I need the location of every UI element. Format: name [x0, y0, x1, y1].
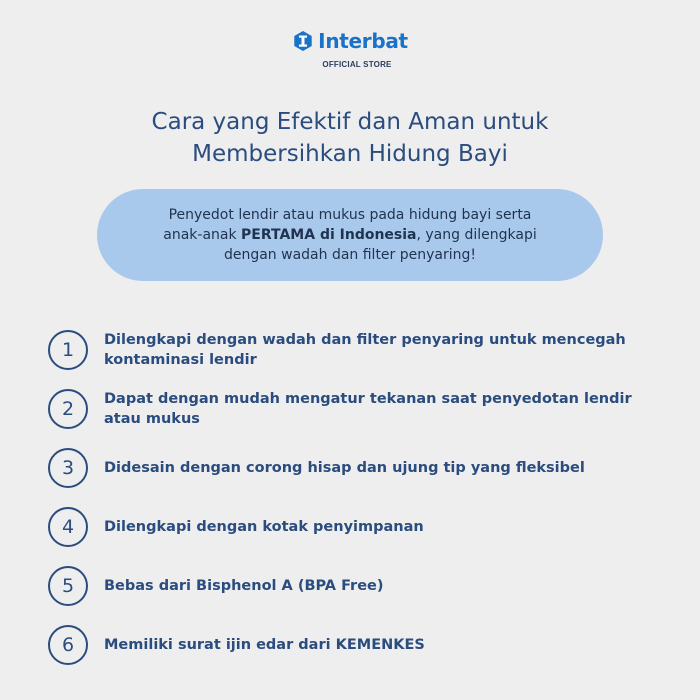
intro-line-2: [163, 225, 536, 245]
feature-number-badge: 6: [48, 625, 88, 665]
feature-number-badge: 1: [48, 330, 88, 370]
page-title-line-1: Cara yang Efektif dan Aman untuk: [151, 109, 549, 135]
feature-item-2: [48, 389, 668, 448]
intro-highlight: PERTAMA di Indonesia: [241, 227, 417, 243]
feature-text-content: Dapat dengan mudah mengatur tekanan saat penyedotan lendir atau mukus: [104, 391, 632, 427]
feature-text-content: Didesain dengan corong hisap dan ujung tip yang fleksibel: [104, 460, 585, 476]
feature-text: [104, 625, 664, 665]
feature-item-6: [48, 625, 668, 684]
feature-item-3: [48, 448, 668, 507]
brand-logo-row: [292, 30, 408, 52]
feature-list: [48, 330, 668, 684]
brand-logo: [0, 30, 700, 69]
interbat-logo-icon: [292, 30, 314, 52]
brand-subtitle: OFFICIAL STORE: [322, 60, 392, 69]
feature-text-content: Dilengkapi dengan wadah dan filter penyaring untuk mencegah kontaminasi lendir: [104, 332, 626, 368]
feature-item-1: [48, 330, 668, 389]
page-title: [0, 106, 700, 170]
feature-item-5: [48, 566, 668, 625]
feature-text: [104, 389, 664, 429]
feature-text: [104, 330, 664, 370]
feature-number-badge: 5: [48, 566, 88, 606]
feature-text-content: Memiliki surat ijin edar dari KEMENKES: [104, 637, 425, 653]
brand-name: Interbat: [318, 29, 408, 53]
intro-banner: [97, 189, 603, 281]
intro-line-2-start: anak-anak: [163, 227, 242, 243]
intro-line-1: Penyedot lendir atau mukus pada hidung bayi serta: [168, 207, 532, 223]
feature-number-badge: 3: [48, 448, 88, 488]
intro-line-2-end: , yang dilengkapi: [416, 227, 537, 243]
feature-number-badge: 2: [48, 389, 88, 429]
feature-text: [104, 507, 664, 547]
feature-item-4: [48, 507, 668, 566]
page-title-line-2: Membersihkan Hidung Bayi: [192, 141, 508, 167]
feature-number-badge: 4: [48, 507, 88, 547]
feature-text-content: Dilengkapi dengan kotak penyimpanan: [104, 519, 424, 535]
feature-text: [104, 448, 664, 488]
intro-line-3: dengan wadah dan filter penyaring!: [223, 247, 477, 263]
feature-text: [104, 566, 664, 606]
feature-text-content: Bebas dari Bisphenol A (BPA Free): [104, 578, 384, 594]
